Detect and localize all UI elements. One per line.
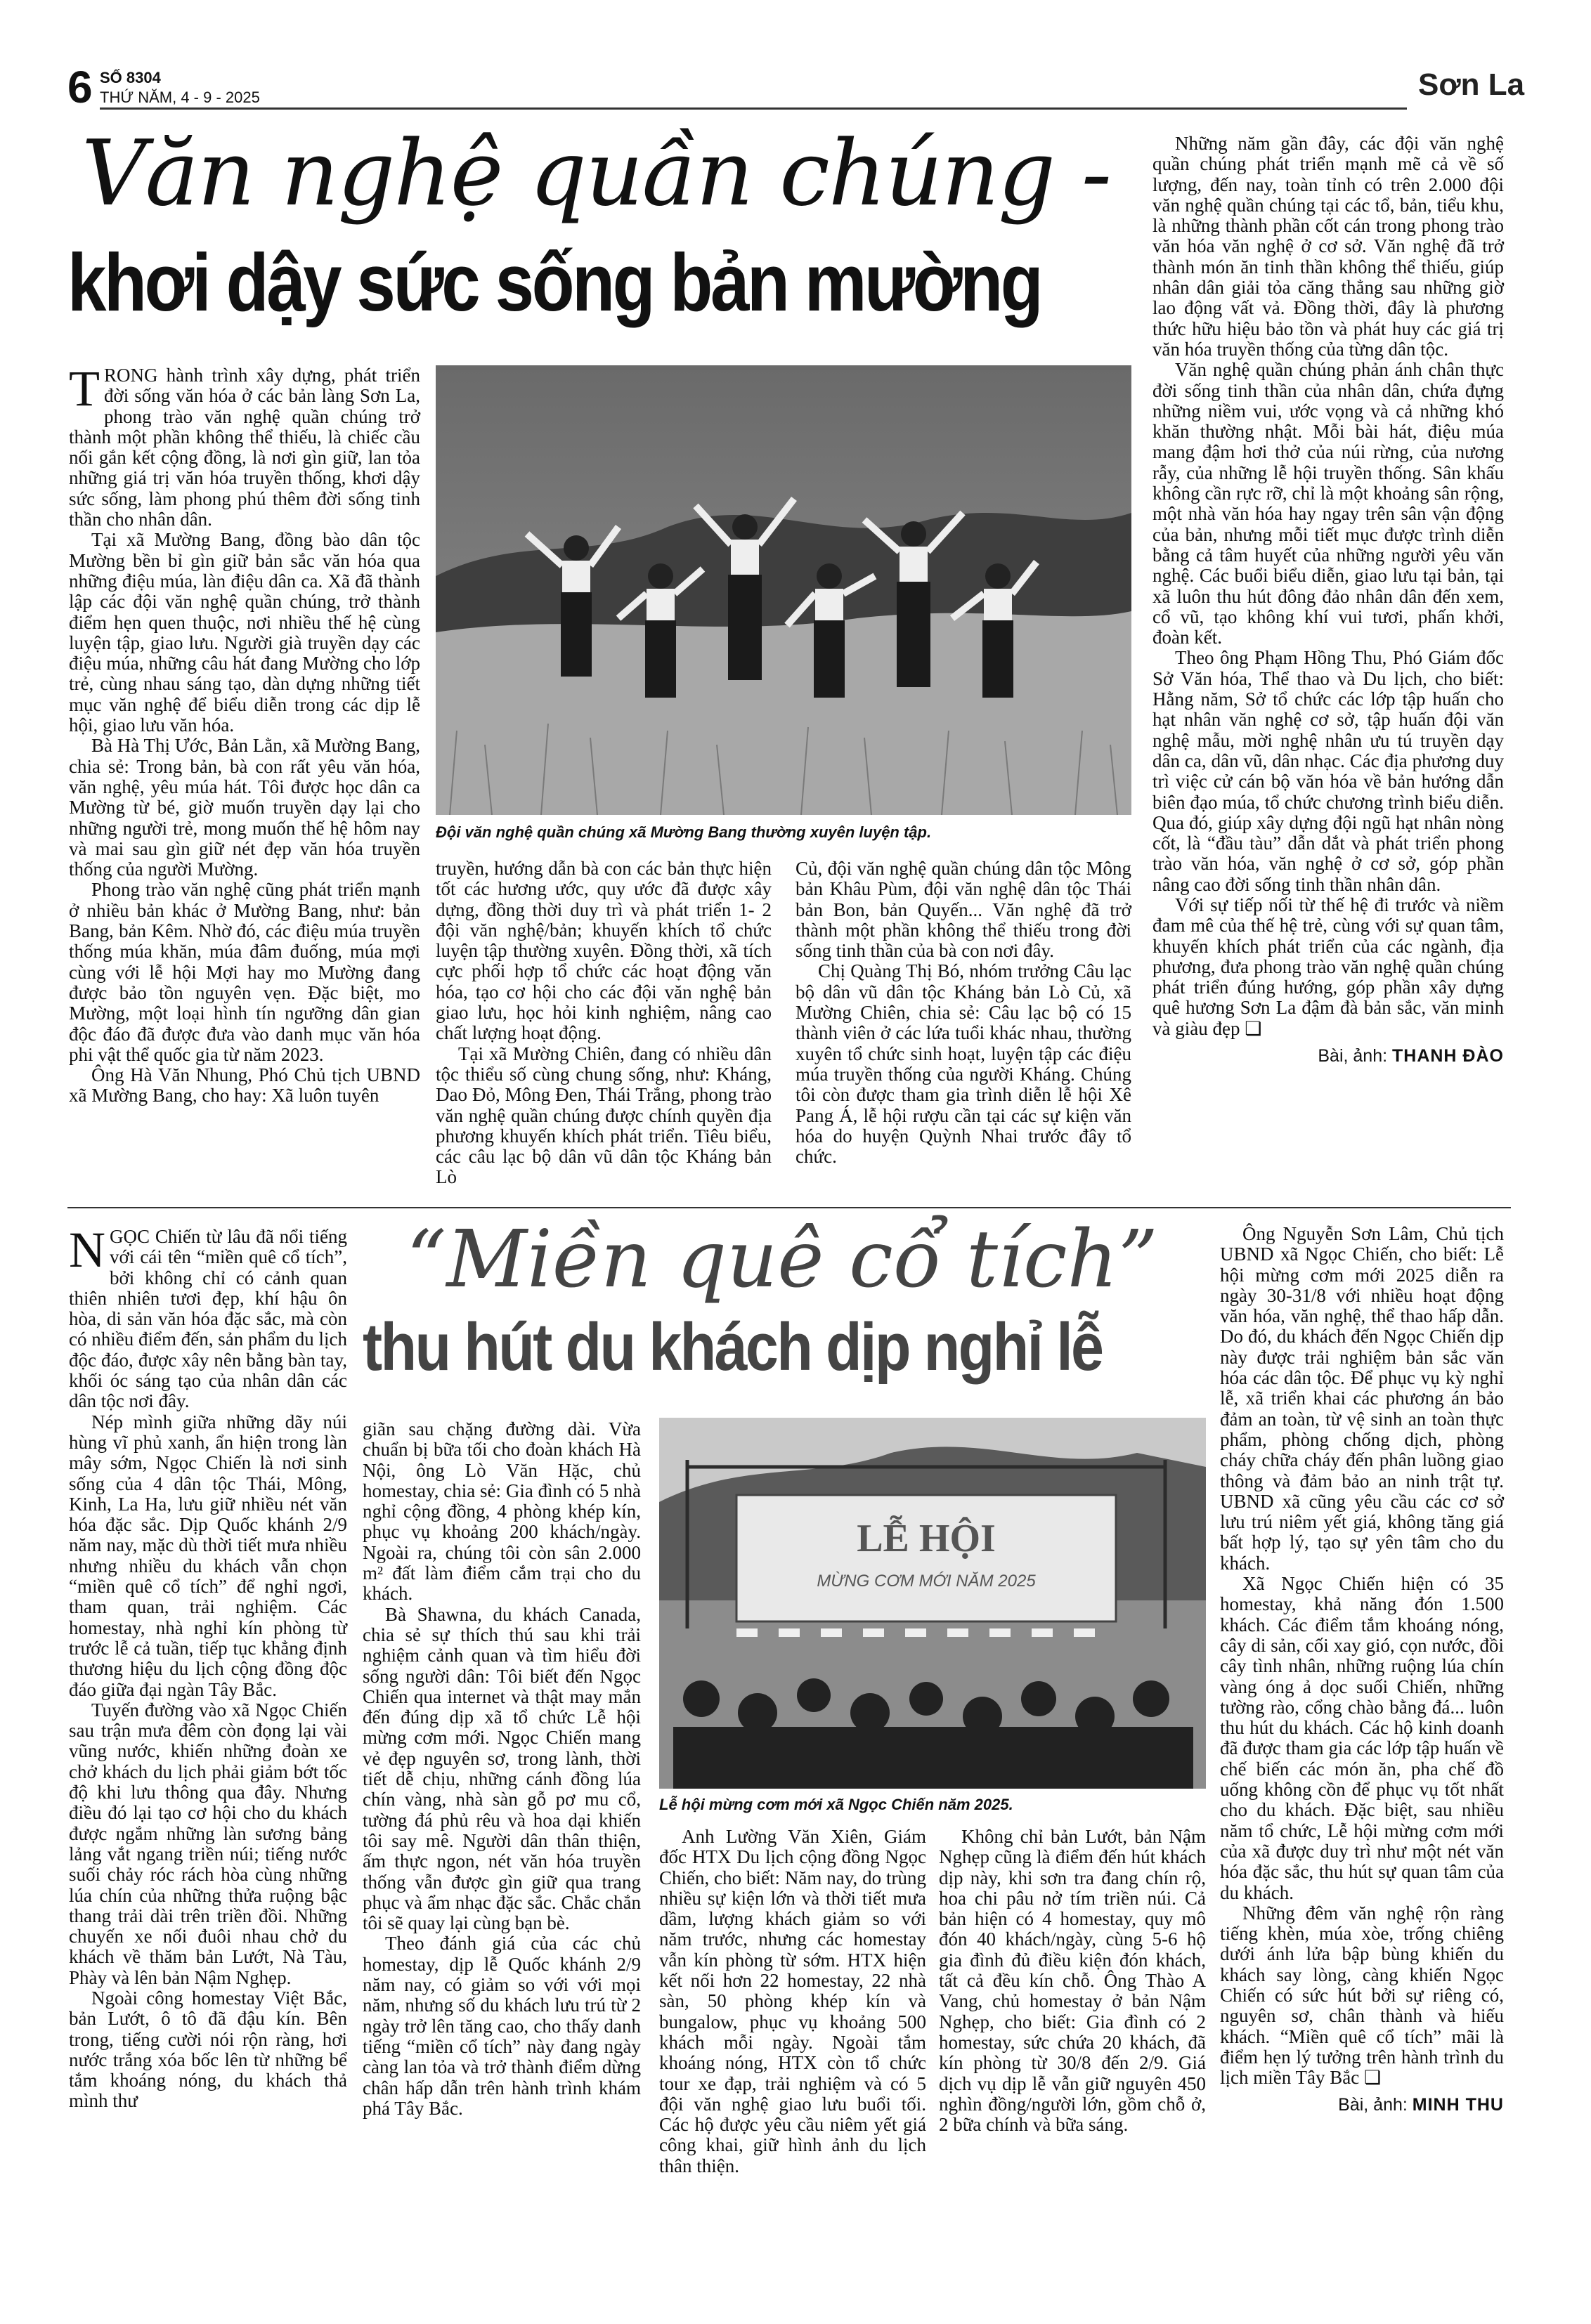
paragraph: Không chỉ bản Lướt, bản Nậm Nghẹp cũng là điểm đến hút khách dịp này, khi sơn tra đang chín rộ, hoa chi pâu nở tím triền núi. Cả bản hiện có 4 homestay, quy mô đón 40 khách/ngày, cùng 5-6 hộ gia đình đủ điều kiện đón khách, tất cả đều kín chỗ. Ông Thào A Vang, chủ homestay ở bản Nậm Nghẹp, cho biết: Gia đình có 2 homestay, sức chứa 20 khách, đã kín phòng từ 30/8 đến 2/9. Giá dịch vụ dịp lễ vẫn giữ nguyên 450 nghìn đồng/người lớn, gồm chỗ ở, 2 bữa chính và bữa sáng. xyxy=(939,1826,1206,2136)
article2-column-3 xyxy=(659,1827,926,2176)
issue-number: SỐ 8304 xyxy=(100,69,161,86)
paragraph: Xã Ngọc Chiến hiện có 35 homestay, khả năng đón 1.500 khách. Các điểm tắm khoáng nóng, cây di sản, cối xay gió, cọn nước, đồi cây tình nhân, những ruộng lúa chín vàng óng ả dọc suối Chiến, những tường rào, cổng chào bằng đá... luôn thu hút du khách. Các hộ kinh doanh đã được tham gia các lớp tập huấn về chế biến các món ăn, pha chế đồ uống không cồn để phục vụ tốt nhất cho du khách. Đặc biệt, sau nhiều năm tổ chức, Lễ hội mừng cơm mới của xã được duy trì như một nét văn hóa đặc sắc, thu hút sự quan tâm của du khách. xyxy=(1220,1573,1504,1903)
paragraph: Với sự tiếp nối từ thế hệ đi trước và niềm đam mê của thế hệ trẻ, cùng với sự quan tâm, khuyến khích phát triển của các ngành, địa phương, đưa phong trào văn nghệ quần chúng phát triển đúng hướng, góp phần xây dựng quê hương Sơn La đậm đà bản sắc, văn minh và giàu đẹp ❏ xyxy=(1152,894,1504,1039)
paragraph: giãn sau chặng đường dài. Vừa chuẩn bị bữa tối cho đoàn khách Hà Nội, ông Lò Văn Hặc, chủ homestay, chia sẻ: Gia đình có 5 nhà nghỉ cộng đồng, 4 phòng khép kín, phục vụ khoảng 200 khách/ngày. Ngoài ra, chúng tôi còn sân 2.000 m² đất làm điểm cắm trại cho du khách. xyxy=(363,1418,641,1605)
paragraph: Ông Hà Văn Nhung, Phó Chủ tịch UBND xã Mường Bang, cho hay: Xã luôn tuyên xyxy=(69,1064,420,1106)
article1-photo-caption: Đội văn nghệ quần chúng xã Mường Bang thường xuyên luyện tập. xyxy=(436,823,932,841)
paragraph: Bà Hà Thị Ước, Bản Lằn, xã Mường Bang, chia sẻ: Trong bản, bà con rất yêu văn hóa, văn nghệ, yêu múa hát. Tôi được học dân ca Mường từ bé, giờ muốn truyền dạy lại cho những người trẻ, mong muốn thế hệ hôm nay và mai sau gìn giữ nét đẹp văn hóa truyền thống của người Mường. xyxy=(69,735,420,880)
paragraph: GỌC Chiến từ lâu đã nổi tiếng với cái tên “miền quê cổ tích”, bởi không chỉ có cảnh quan thiên nhiên tươi đẹp, khí hậu ôn hòa, di sản văn hóa đặc sắc, mà còn có nhiều điểm đến, sản phẩm du lịch độc đáo, được xây nên bằng bàn tay, khối óc sáng tạo của nhân dân các dân tộc nơi đây. xyxy=(69,1226,347,1412)
byline-label: Bài, ảnh: xyxy=(1338,2095,1408,2115)
section-name: Sơn La xyxy=(1418,67,1525,102)
paragraph: Những đêm văn nghệ rộn ràng tiếng khèn, múa xòe, trống chiêng dưới ánh lửa bập bùng khiến du khách say lòng, càng khiến Ngọc Chiến có sức hút bởi sự riêng có, nguyên sơ, chân thành và hiếu khách. “Miền quê cổ tích” mãi là điểm hẹn lý tưởng trên hành trình du lịch miền Tây Bắc ❏ xyxy=(1220,1902,1504,2089)
issue-date: THỨ NĂM, 4 - 9 - 2025 xyxy=(100,89,260,106)
byline-author: THANH ĐÀO xyxy=(1392,1046,1504,1066)
article2-byline xyxy=(1220,2095,1504,2115)
byline-author: MINH THU xyxy=(1412,2095,1504,2115)
article1-title-line1: Văn nghệ quần chúng - xyxy=(82,122,1110,226)
dancers-photo-illustration xyxy=(436,365,1131,815)
article2-column-5 xyxy=(1220,1224,1504,2116)
page-number: 6 xyxy=(67,62,93,112)
paragraph: Văn nghệ quần chúng phản ánh chân thực đời sống tinh thần của nhân dân, chứa đựng những niềm vui, ước vọng và cả những khó khăn thường nhật. Mỗi bài hát, điệu múa mang đậm hơi thở của núi rừng, của nương rẫy, của những lễ hội truyền thống. Sân khấu không cần rực rỡ, chỉ là một khoảng sân rộng, một nhà văn hóa hay ngay trên sân vận động của bản, nhưng mỗi tiết mục được trình diễn bằng cả tâm huyết của những người yêu văn nghệ. Các buổi biểu diễn, giao lưu tại bản, tại xã luôn thu hút đông đảo nhân dân đến xem, cổ vũ, tạo không khí vui tươi, phấn khởi, đoàn kết. xyxy=(1152,359,1504,648)
article2-title-line2: thu hút du khách dịp nghỉ lễ xyxy=(363,1310,1103,1385)
dropcap: T xyxy=(69,360,100,417)
article2-column-4 xyxy=(939,1827,1206,2135)
paragraph: Tuyến đường vào xã Ngọc Chiến sau trận mưa đêm còn đọng lại vài vũng nước, khiến những đoàn xe chở khách du lịch phải giảm bớt tốc độ khi lưu thông qua đây. Nhưng điều đó lại tạo cơ hội cho du khách được ngắm những làn sương bảng lảng vắt ngang triền núi; tiếng nước suối chảy róc rách hòa cùng những lúa chín của những thửa ruộng bậc thang trải dài trên triền đồi. Những chuyến xe nối đuôi nhau chở du khách về thăm bản Lướt, Nà Tàu, Phày và lên bản Nậm Nghẹp. xyxy=(69,1699,347,1988)
paragraph: Củ, đội văn nghệ quần chúng dân tộc Mông bản Khâu Pùm, đội văn nghệ dân tộc Thái bản Bon, bản Quyến... Văn nghệ đã trở thành một phần không thể thiếu trong đời sống tinh thần của bà con nơi đây. xyxy=(796,858,1131,962)
paragraph: Bà Shawna, du khách Canada, chia sẻ sự thích thú sau khi trải nghiệm cảnh quan và tìm hiểu đời sống người dân: Tôi biết đến Ngọc Chiến qua internet và thật may mắn đến đúng dịp xã tổ chức Lễ hội mừng cơm mới. Ngọc Chiến mang vẻ đẹp nguyên sơ, trong lành, thời tiết dễ chịu, những cánh đồng lúa chín vàng, nhà sàn gỗ pơ mu cổ, tường đá phủ rêu và hoa dại khiến tôi say mê. Người dân thân thiện, ấm thực ngon, nét văn hóa truyền thống vẫn được gìn giữ qua trang phục và ẩm nhạc đặc sắc. Chắc chắn tôi sẽ quay lại cùng bạn bè. xyxy=(363,1603,641,1934)
paragraph: truyền, hướng dẫn bà con các bản thực hiện tốt các hương ước, quy ước đã được xây dựng, đồng thời duy trì và phát triển 1- 2 đội văn nghệ/bản; khuyến khích tổ chức luyện tập thường xuyên. Đồng thời, xã tích cực phối hợp tổ chức các hoạt động văn hóa, tạo cơ hội cho các đội văn nghệ bản giao lưu, học hỏi kinh nghiệm, nâng cao chất lượng hoạt động. xyxy=(436,858,772,1044)
article1-byline xyxy=(1152,1046,1504,1066)
festival-photo-illustration xyxy=(659,1418,1206,1789)
article1-photo xyxy=(436,365,1131,815)
paragraph: Nép mình giữa những dãy núi hùng vĩ phủ xanh, ẩn hiện trong làn mây sớm, Ngọc Chiến là nơi sinh sống của 4 dân tộc Thái, Mông, Kinh, La Ha, lưu giữ nhiều nét văn hóa đặc sắc. Dịp Quốc khánh 2/9 năm nay, mặc dù thời tiết mưa nhiều nhưng nhiều du khách vẫn chọn “miền quê cổ tích” để nghỉ ngơi, tham quan, trải nghiệm. Các homestay, nhà nghỉ kín phòng từ trước lễ cả tuần, tiếp tục khẳng định thương hiệu du lịch cộng đồng độc đáo giữa đại ngàn Tây Bắc. xyxy=(69,1411,347,1700)
article1-column-3 xyxy=(796,859,1131,1167)
paragraph: RONG hành trình xây dựng, phát triển đời sống văn hóa ở các bản làng Sơn La, phong trào văn nghệ quần chúng trở thành một phần không thể thiếu, là chiếc cầu nối gắn kết cộng đồng, là nơi gìn giữ, lan tỏa những giá trị văn hóa truyền thống, khơi dậy sức sống, làm phong phú thêm đời sống tinh thần cho nhân dân. xyxy=(69,365,420,530)
paragraph: Theo ông Phạm Hồng Thu, Phó Giám đốc Sở Văn hóa, Thể thao và Du lịch, cho biết: Hằng năm, Sở tổ chức các lớp tập huấn cho hạt nhân văn nghệ cơ sở, tập huấn đội văn nghệ mẫu, mời nghệ nhân ưu tú truyền dạy dân ca, dân vũ, dân nhạc. Các địa phương duy trì việc cử cán bộ văn hóa về bản hướng dẫn biên đạo múa, tổ chức chương trình biểu diễn. Qua đó, giúp xây dựng đội ngũ hạt nhân nòng cốt, là “đầu tàu” dẫn dắt và phát triển phong trào văn hóa, văn nghệ ở cơ sở, góp phần nâng cao đời sống tinh thần nhân dân. xyxy=(1152,647,1504,895)
festival-banner-subtitle: MỪNG CƠM MỚI NĂM 2025 xyxy=(817,1572,1036,1591)
article2-column-1 xyxy=(69,1222,347,2112)
article1-column-4 xyxy=(1152,133,1504,1066)
paragraph: Ngoài công homestay Việt Bắc, bản Lướt, ô tô đã đậu kín. Bên trong, tiếng cười nói rộn ràng, hơi nước trắng xóa bốc lên từ những bể tắm khoáng nóng, du khách thả mình thư xyxy=(69,1987,347,2112)
paragraph: Chị Quàng Thị Bó, nhóm trưởng Câu lạc bộ dân vũ dân tộc Kháng bản Lò Củ, xã Mường Chiên, chia sẻ: Câu lạc bộ có 15 thành viên ở các lứa tuổi khác nhau, thường xuyên tổ chức sinh hoạt, luyện tập các điệu múa truyền thống của người Kháng. Chúng tôi còn được tham gia trình diễn lễ hội Xê Pang Á, lễ hội rượu cần tại các sự kiện văn hóa do huyện Quỳnh Nhai trước đây tổ chức. xyxy=(796,960,1131,1168)
paragraph: Theo đánh giá của các chủ homestay, dịp lễ Quốc khánh 2/9 năm nay, có giảm so với với mọi năm, nhưng số du khách lưu trú từ 2 ngày trở lên tăng cao, cho thấy danh tiếng “miền cổ tích” này đang ngày càng lan tỏa và trở thành điểm dừng chân hấp dẫn trên hành trình khám phá Tây Bắc. xyxy=(363,1933,641,2119)
article2-photo xyxy=(659,1418,1206,1789)
festival-banner-title: LỄ HỘI xyxy=(857,1517,996,1560)
paragraph: Tại xã Mường Bang, đồng bào dân tộc Mường bền bỉ gìn giữ bản sắc văn hóa qua những điệu múa, làn điệu dân ca. Xã đã thành lập các đội văn nghệ quần chúng, trở thành điểm hẹn quen thuộc, nơi nhiều thế hệ cùng luyện tập, giao lưu. Người già truyền dạy các điệu múa, những câu hát đang Mường cho lớp trẻ, cùng nhau sáng tạo, dàn dựng những tiết mục văn nghệ để biểu diễn trong các dịp lễ hội, giao lưu văn hóa. xyxy=(69,529,420,736)
paragraph: Những năm gần đây, các đội văn nghệ quần chúng phát triển mạnh mẽ cả về số lượng, đến nay, toàn tỉnh có trên 2.000 đội văn nghệ quần chúng tại các tổ, bản, tiểu khu, là những thành phần cốt cán trong phong trào văn hóa văn nghệ ở cơ sở. Văn nghệ đã trở thành món ăn tinh thần không thể thiếu, giúp nhân dân giải tỏa căng thẳng sau những giờ lao động vất vả. Đồng thời, đây là phương thức hữu hiệu bảo tồn và phát huy các giá trị văn hóa truyền thống của từng dân tộc. xyxy=(1152,133,1504,360)
article1-column-2 xyxy=(436,859,772,1188)
dropcap: N xyxy=(69,1222,105,1278)
paragraph: Tại xã Mường Chiên, đang có nhiều dân tộc thiểu số cùng chung sống, như: Kháng, Dao Đỏ, Mông Đen, Thái Trắng, phong trào văn nghệ quần chúng được chính quyền địa phương khuyến khích phát triển. Tiêu biểu, các câu lạc bộ dân vũ dân tộc Kháng bản Lò xyxy=(436,1043,772,1188)
article2-photo-caption: Lễ hội mừng cơm mới xã Ngọc Chiến năm 2025. xyxy=(659,1796,1013,1813)
header-rule xyxy=(100,107,1407,110)
paragraph: Anh Lường Văn Xiên, Giám đốc HTX Du lịch cộng đồng Ngọc Chiến, cho biết: Năm nay, do trùng nhiều sự kiện lớn và thời tiết mưa dầm, lượng khách giảm so với năm trước, nhưng các homestay vẫn kín phòng từ sớm. HTX hiện kết nối hơn 22 homestay, 22 nhà sàn, 50 phòng khép kín và bungalow, phục vụ khoảng 500 khách mỗi ngày. Ngoài tắm khoáng nóng, HTX còn tổ chức tour xe đạp, trải nghiệm và có 5 đội văn nghệ giao lưu buổi tối. Các hộ được yêu cầu niêm yết giá công khai, giữ hình ảnh du lịch thân thiện. xyxy=(659,1826,926,2176)
article-divider xyxy=(67,1207,1511,1208)
article1-title-line2: khơi dậy sức sống bản mường xyxy=(67,237,1041,328)
article1-column-1 xyxy=(69,360,420,1106)
paragraph: Phong trào văn nghệ cũng phát triển mạnh ở nhiều bản khác ở Mường Bang, như: bản Bang, bản Kêm. Nhờ đó, các điệu múa truyền thống múa khăn, múa đâm đuống, múa mợi cùng với lễ hội Mợi hay mo Mường đang được bảo tồn nguyên vẹn. Đặc biệt, mo Mường, một loại hình tín ngưỡng dân gian độc đáo đã được đưa vào danh mục văn hóa phi vật thể quốc gia từ năm 2023. xyxy=(69,879,420,1065)
paragraph: Ông Nguyễn Sơn Lâm, Chủ tịch UBND xã Ngọc Chiến, cho biết: Lễ hội mừng cơm mới 2025 diễn ra ngày 30-31/8 với nhiều hoạt động văn hóa, văn nghệ, thể thao hấp dẫn. Do đó, du khách đến Ngọc Chiến dịp này được trải nghiệm bản sắc văn hóa các dân tộc. Để phục vụ kỳ nghỉ lễ, xã triển khai các phương án bảo đảm an toàn, từ vệ sinh an toàn thực phẩm, phòng chống dịch, phòng cháy chữa cháy đến phân luồng giao thông và đảm bảo an ninh trật tự. UBND xã cũng yêu cầu các cơ sở lưu trú niêm yết giá, không tăng giá bất hợp lý, tạo sự yên tâm cho du khách. xyxy=(1220,1223,1504,1574)
article2-title-line1: “Miền quê cổ tích” xyxy=(406,1214,1158,1305)
byline-label: Bài, ảnh: xyxy=(1318,1046,1388,1066)
article2-column-2 xyxy=(363,1419,641,2119)
